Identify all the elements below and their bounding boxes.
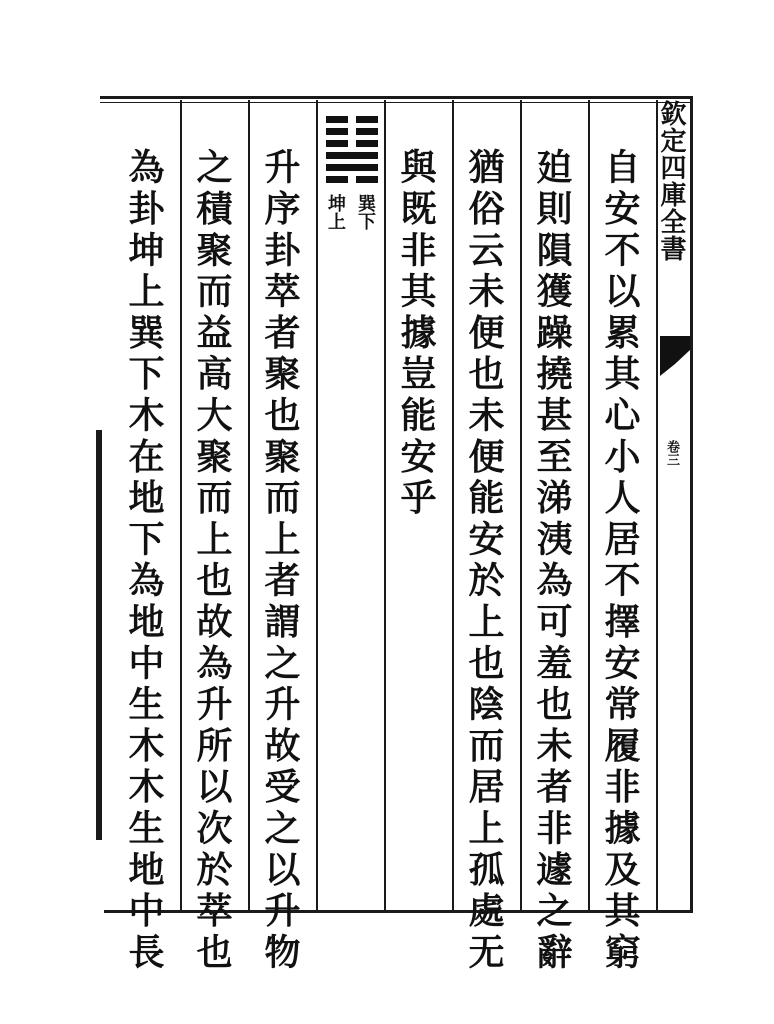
trigram-label-upper: 坤上 bbox=[325, 194, 346, 230]
column-divider bbox=[520, 100, 522, 912]
column-divider bbox=[384, 100, 386, 912]
column-divider bbox=[452, 100, 454, 912]
trigram-label-lower: 巽下 bbox=[355, 194, 376, 230]
fishtail-mark bbox=[660, 336, 690, 376]
text-column-1: 自安不以累其心小人居不擇安常履非據及其窮 bbox=[599, 148, 641, 974]
text-column-4: 與既非其據豈能安乎 bbox=[395, 148, 437, 520]
frame-top-line bbox=[100, 96, 690, 99]
text-column-7: 之積聚而益高大聚而上也故為升所以次於萃也 bbox=[191, 148, 233, 974]
frame-right-line bbox=[690, 96, 693, 913]
column-divider bbox=[248, 100, 250, 912]
margin-book-title: 欽定四庫全書 bbox=[656, 100, 686, 262]
frame-top-line-inner bbox=[100, 102, 690, 103]
frame-left-edge bbox=[96, 430, 102, 840]
column-divider bbox=[588, 100, 590, 912]
text-column-3: 猶俗云未便也未便能安於上也陰而居上孤處无 bbox=[463, 148, 505, 974]
text-column-2: 廹則隕獲躁撓甚至涕洟為可羞也未者非遽之辭 bbox=[531, 148, 573, 974]
sheng-hexagram-icon bbox=[326, 116, 378, 188]
text-column-6: 升序卦萃者聚也聚而上者謂之升故受之以升物 bbox=[259, 148, 301, 974]
text-column-8: 為卦坤上巽下木在地下為地中生木木生地中長 bbox=[123, 148, 165, 974]
margin-volume-label: 卷三 bbox=[664, 440, 679, 466]
column-divider bbox=[180, 100, 182, 912]
column-divider bbox=[316, 100, 318, 912]
